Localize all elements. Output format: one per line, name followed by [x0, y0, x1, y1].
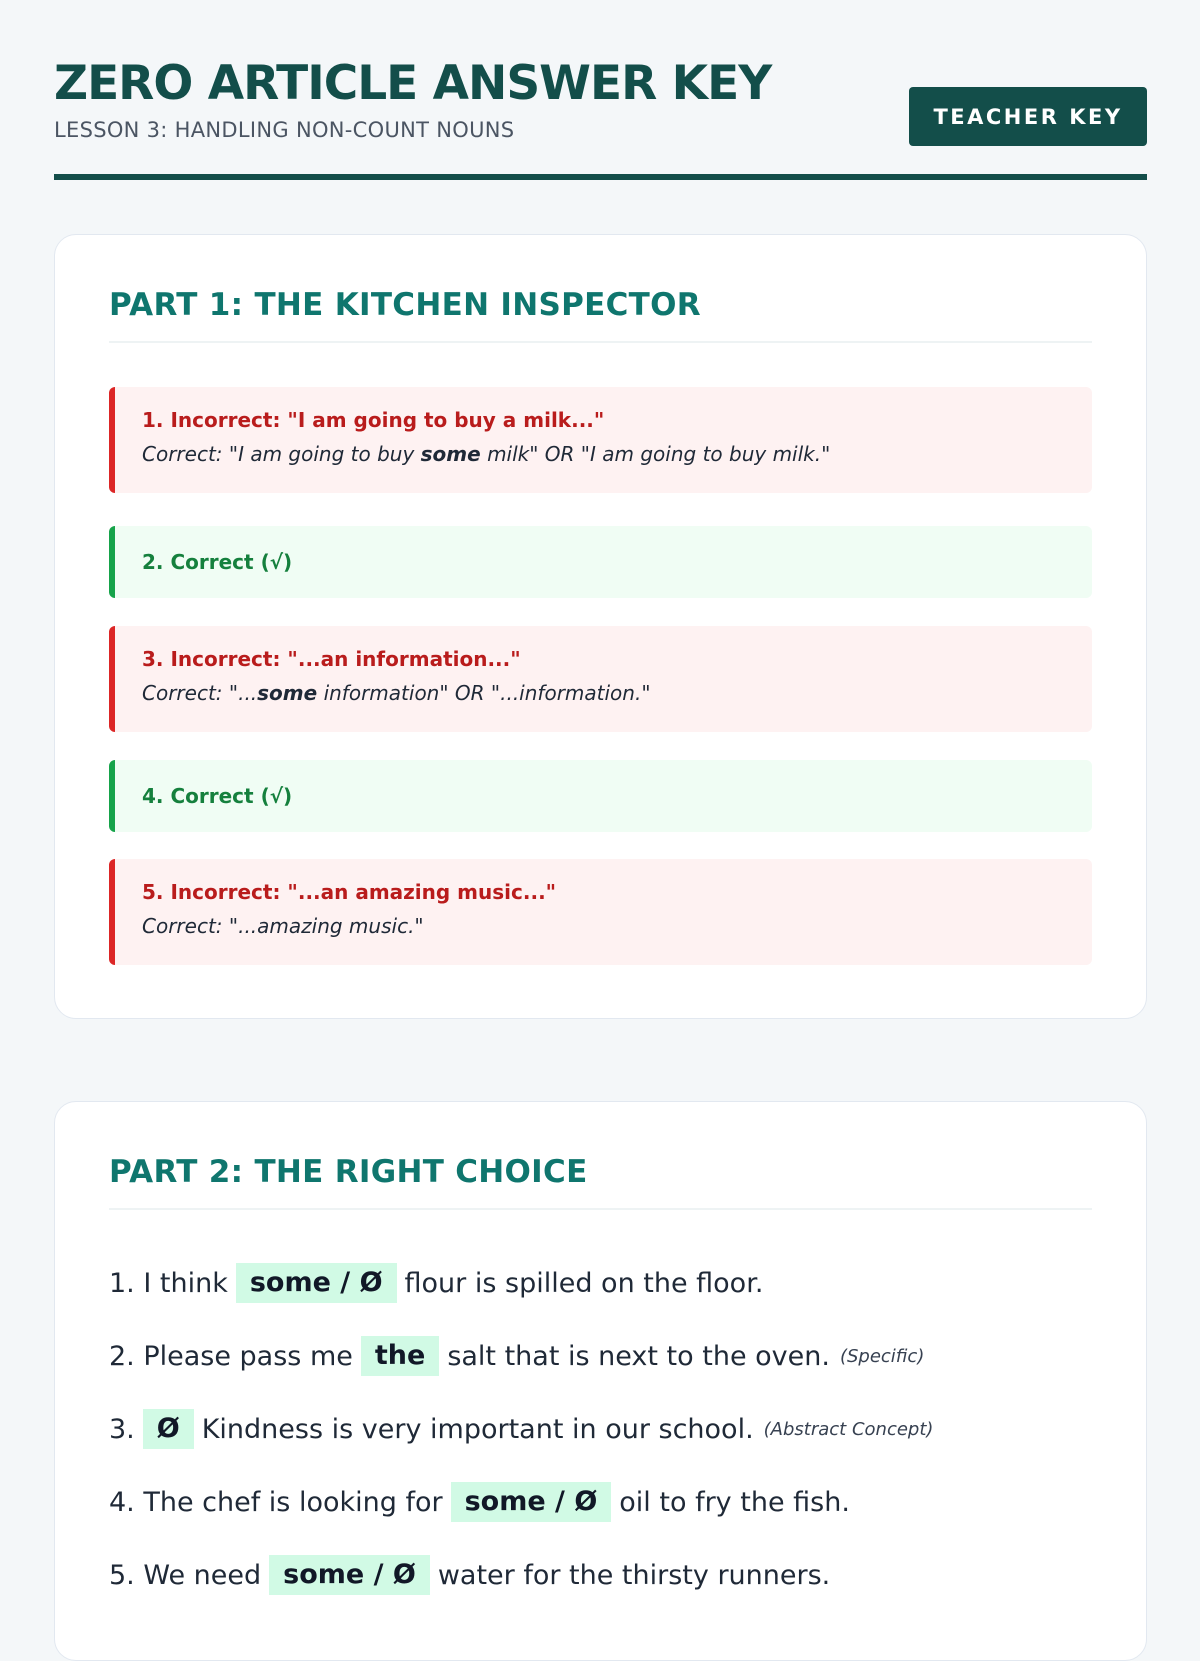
choice-prefix: 5. We need	[109, 1559, 262, 1591]
answer-label: 5. Incorrect: "...an amazing music..."	[142, 880, 557, 904]
answer-item-4	[109, 760, 1092, 832]
choice-suffix: oil to fry the fish.	[619, 1486, 850, 1518]
answer-item-5	[109, 859, 1092, 965]
choice-prefix: 2. Please pass me	[109, 1340, 353, 1372]
choice-note: (Abstract Concept)	[763, 1418, 934, 1440]
answer-chip: the	[361, 1336, 439, 1376]
part-2-card	[54, 1101, 1147, 1661]
answer-label: 2. Correct (√)	[142, 550, 293, 574]
answer-item-1	[109, 387, 1092, 493]
choice-suffix: salt that is next to the oven.	[447, 1340, 830, 1372]
answer-chip: Ø	[143, 1409, 194, 1449]
part-1-card	[54, 234, 1147, 1019]
part-1-title: PART 1: THE KITCHEN INSPECTOR	[109, 285, 1092, 343]
choice-prefix: 4. The chef is looking for	[109, 1486, 443, 1518]
answer-label: 4. Correct (√)	[142, 784, 293, 808]
choice-item-1	[109, 1262, 763, 1304]
answer-label: 3. Incorrect: "...an information..."	[142, 647, 521, 671]
choice-note: (Specific)	[839, 1345, 925, 1367]
answer-correction: Correct: "...some information" OR "...information."	[142, 681, 651, 705]
choice-prefix: 1. I think	[109, 1267, 228, 1299]
page-subtitle: LESSON 3: HANDLING NON-COUNT NOUNS	[54, 118, 515, 142]
answer-correction: Correct: "...amazing music."	[142, 914, 424, 938]
choice-item-3	[109, 1408, 933, 1450]
page-header	[54, 56, 1147, 180]
choice-suffix: Kindness is very important in our school.	[201, 1413, 754, 1445]
choice-item-4	[109, 1481, 850, 1523]
answer-item-2	[109, 526, 1092, 598]
answer-correction: Correct: "I am going to buy some milk" OR "I am going to buy milk."	[142, 442, 831, 466]
part-2-title: PART 2: THE RIGHT CHOICE	[109, 1152, 1092, 1210]
choice-suffix: water for the thirsty runners.	[437, 1559, 831, 1591]
choice-item-2	[109, 1335, 924, 1377]
answer-item-3	[109, 626, 1092, 732]
answer-chip: some / Ø	[269, 1555, 430, 1595]
choice-suffix: flour is spilled on the floor.	[404, 1267, 764, 1299]
teacher-key-badge: TEACHER KEY	[909, 87, 1147, 146]
answer-chip: some / Ø	[451, 1482, 612, 1522]
answer-label: 1. Incorrect: "I am going to buy a milk..."	[142, 408, 605, 432]
answer-chip: some / Ø	[236, 1263, 397, 1303]
choice-item-5	[109, 1554, 830, 1596]
choice-prefix: 3.	[109, 1413, 135, 1445]
page-title: ZERO ARTICLE ANSWER KEY	[54, 56, 772, 111]
